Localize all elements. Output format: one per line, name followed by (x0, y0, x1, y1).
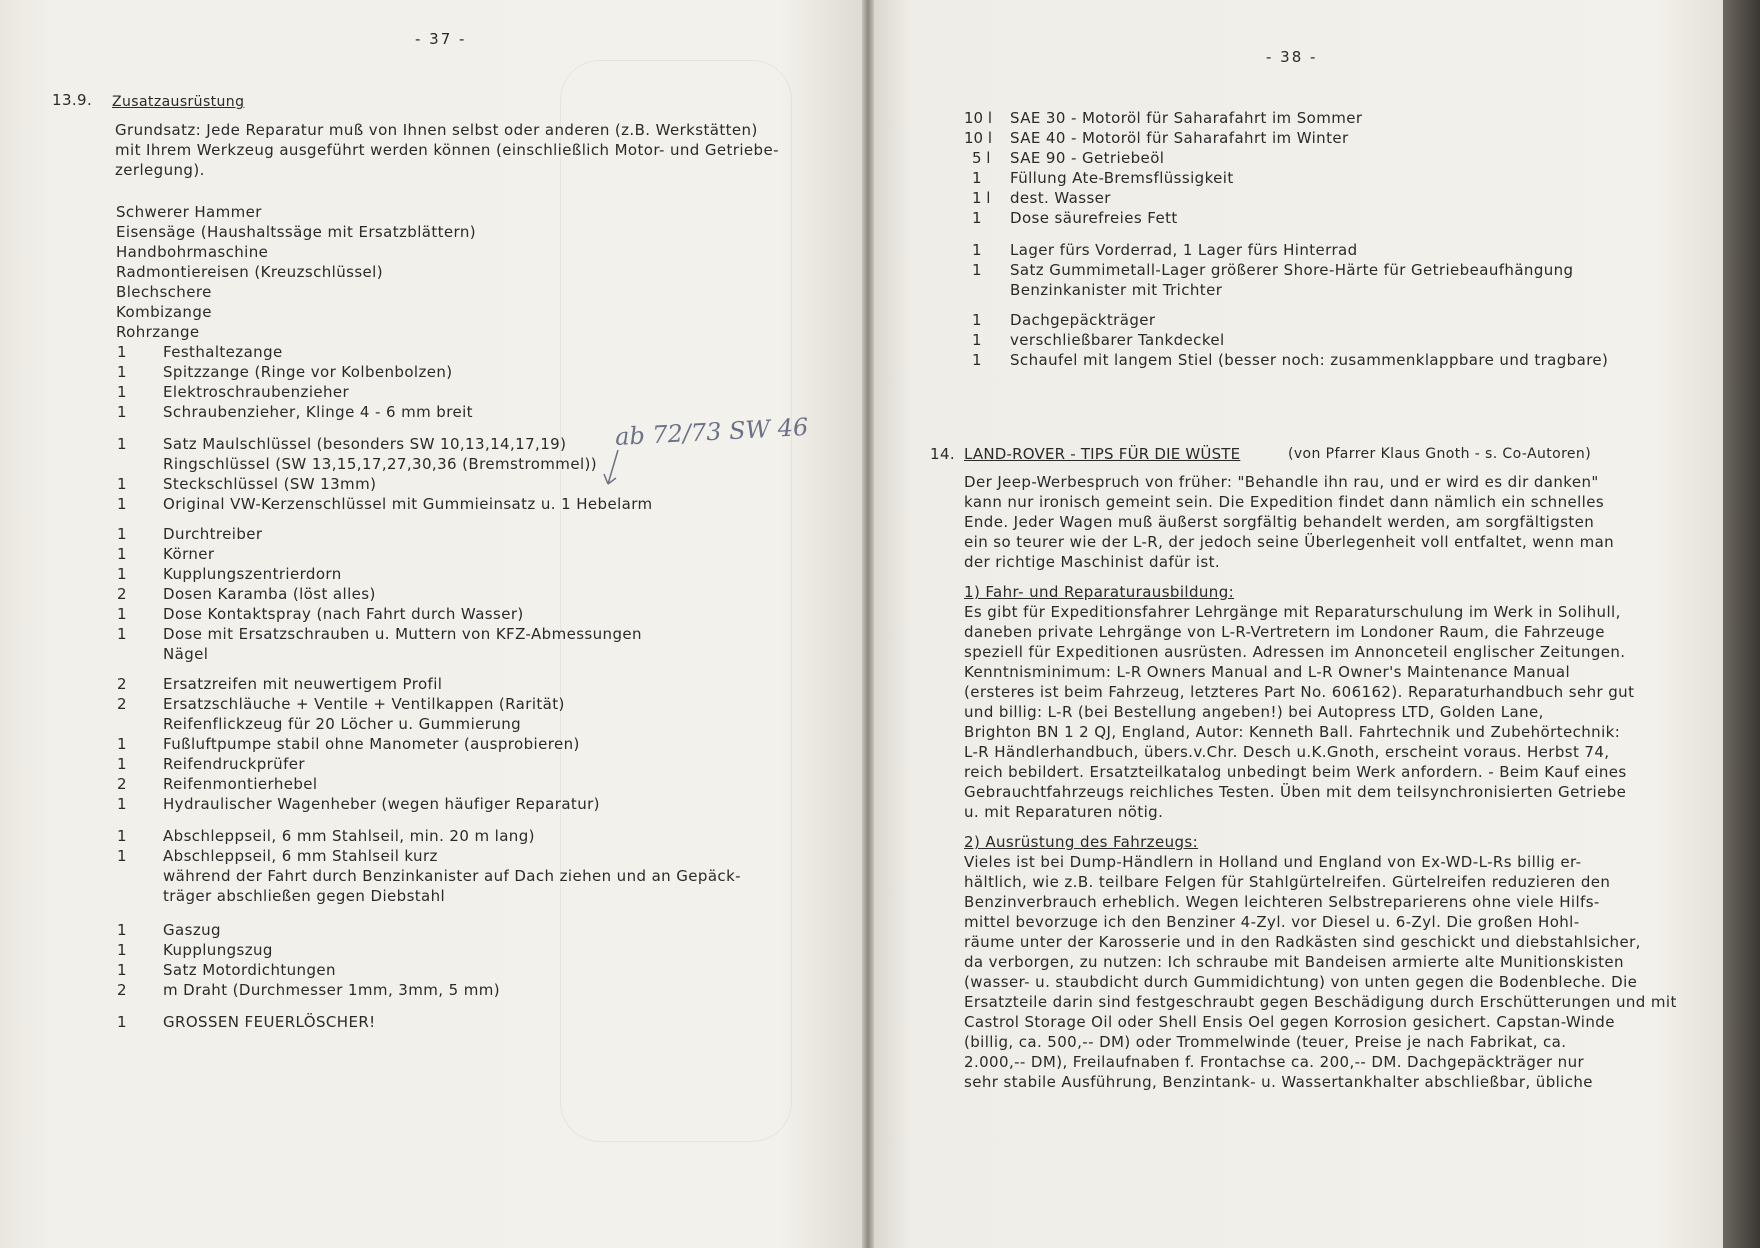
item-qty: 1 (117, 735, 127, 753)
item-text: Abschleppseil, 6 mm Stahlseil, min. 20 m lang) (163, 827, 535, 845)
item-text: Gaszug (163, 921, 221, 939)
tool-line: Kombizange (116, 303, 212, 321)
item-qty: 1 (117, 525, 127, 543)
body-line: und billig: L-R (bei Bestellung angeben!) bei Autopress LTD, Golden Lane, (964, 703, 1544, 721)
item-qty: 1 (972, 241, 982, 259)
item-qty: 10 l (964, 109, 993, 127)
intro-line: der richtige Maschinist dafür ist. (964, 553, 1221, 571)
body-line: Brighton BN 1 2 QJ, England, Autor: Kenneth Ball. Fahrtechnik und Zubehörtechnik: (964, 723, 1621, 741)
item-text: Schraubenzieher, Klinge 4 - 6 mm breit (163, 403, 473, 421)
item-text: Reifenflickzeug für 20 Löcher u. Gummierung (163, 715, 522, 733)
item-text: verschließbarer Tankdeckel (1010, 331, 1225, 349)
subsection-title: 1) Fahr- und Reparaturausbildung: (964, 583, 1235, 601)
item-qty: 1 (117, 383, 127, 401)
item-qty: 1 (117, 343, 127, 361)
item-text: Kupplungszug (163, 941, 273, 959)
tool-line: Schwerer Hammer (116, 203, 262, 221)
item-qty: 5 l (972, 149, 991, 167)
body-line: mittel bevorzuge ich den Benziner 4-Zyl. vor Diesel u. 6-Zyl. Die großen Hohl- (964, 913, 1580, 931)
item-text: m Draht (Durchmesser 1mm, 3mm, 5 mm) (163, 981, 500, 999)
item-qty: 1 (972, 351, 982, 369)
intro-line: zerlegung). (115, 161, 205, 179)
item-text: Satz Maulschlüssel (besonders SW 10,13,14,17,19) (163, 435, 567, 453)
item-text: Benzinkanister mit Trichter (1010, 281, 1223, 299)
item-qty: 1 (117, 795, 127, 813)
handwritten-note: ab 72/73 SW 46 (614, 412, 809, 452)
item-qty: 1 (117, 403, 127, 421)
intro-line: Der Jeep-Werbespruch von früher: "Behandle ihn rau, und er wird es dir danken" (964, 473, 1599, 491)
item-text: Ersatzreifen mit neuwertigem Profil (163, 675, 443, 693)
body-line: Benzinverbrauch erheblich. Wegen leichteren Selbstreparierens ohne viele Hilfs- (964, 893, 1600, 911)
section-title: LAND-ROVER - TIPS FÜR DIE WÜSTE (964, 445, 1241, 463)
item-qty: 1 (117, 475, 127, 493)
intro-line: kann nur ironisch gemeint sein. Die Expedition findet dann nämlich ein schnelles (964, 493, 1605, 511)
section-title: Zusatzausrüstung (112, 94, 245, 110)
right-page (868, 0, 1723, 1248)
tool-line: Eisensäge (Haushaltssäge mit Ersatzblättern) (116, 223, 477, 241)
handwritten-arrow-icon (600, 448, 630, 488)
intro-line: Grundsatz: Jede Reparatur muß von Ihnen selbst oder anderen (z.B. Werkstätten) (115, 121, 758, 139)
page-number: - 38 - (1266, 48, 1318, 66)
item-text: Ersatzschläuche + Ventile + Ventilkappen (Rarität) (163, 695, 565, 713)
item-text: GROSSEN FEUERLÖSCHER! (163, 1013, 376, 1031)
item-qty: 1 (972, 261, 982, 279)
item-text: Satz Motordichtungen (163, 961, 336, 979)
item-text: Nägel (163, 645, 209, 663)
item-qty: 1 (117, 435, 127, 453)
tool-line: Blechschere (116, 283, 212, 301)
item-text: SAE 30 - Motoröl für Saharafahrt im Sommer (1010, 109, 1363, 127)
section-author: (von Pfarrer Klaus Gnoth - s. Co-Autoren) (1288, 446, 1592, 462)
body-line: Es gibt für Expeditionsfahrer Lehrgänge mit Reparaturschulung im Werk in Solihull, (964, 603, 1621, 621)
item-text: Dosen Karamba (löst alles) (163, 585, 376, 603)
subsection-title: 2) Ausrüstung des Fahrzeugs: (964, 833, 1199, 851)
item-qty: 1 (972, 311, 982, 329)
item-text: Festhaltezange (163, 343, 283, 361)
left-page (0, 0, 868, 1248)
item-text: Schaufel mit langem Stiel (besser noch: zusammenklappbare und tragbare) (1010, 351, 1609, 369)
body-line: sehr stabile Ausführung, Benzintank- u. Wassertankhalter abschließbar, übliche (964, 1073, 1593, 1091)
item-text: Satz Gummimetall-Lager größerer Shore-Härte für Getriebeaufhängung (1010, 261, 1574, 279)
tool-line: Rohrzange (116, 323, 200, 341)
item-qty: 1 (972, 169, 982, 187)
item-qty: 1 (117, 847, 127, 865)
section-number: 13.9. (52, 91, 93, 109)
item-text: während der Fahrt durch Benzinkanister auf Dach ziehen und an Gepäck- (163, 867, 741, 885)
item-text: Dose Kontaktspray (nach Fahrt durch Wasser) (163, 605, 524, 623)
item-qty: 1 (117, 545, 127, 563)
item-qty: 1 (117, 1013, 127, 1031)
item-text: Fußluftpumpe stabil ohne Manometer (ausprobieren) (163, 735, 580, 753)
item-qty: 1 (972, 331, 982, 349)
item-text: Hydraulischer Wagenheber (wegen häufiger Reparatur) (163, 795, 600, 813)
item-text: Steckschlüssel (SW 13mm) (163, 475, 377, 493)
item-qty: 1 (117, 363, 127, 381)
item-qty: 2 (117, 775, 127, 793)
item-text: Reifendruckprüfer (163, 755, 305, 773)
bleed-through-drawing (560, 60, 792, 1142)
item-text: dest. Wasser (1010, 189, 1111, 207)
item-text: Lager fürs Vorderrad, 1 Lager fürs Hinterrad (1010, 241, 1358, 259)
body-line: da verborgen, zu nutzen: Ich schraube mit Bandeisen armierte alte Munitionskisten (964, 953, 1624, 971)
body-line: (billig, ca. 500,-- DM) oder Trommelwinde (teuer, Preise je nach Fabrikat, ca. (964, 1033, 1567, 1051)
item-qty: 1 (117, 941, 127, 959)
item-text: Durchtreiber (163, 525, 263, 543)
page-edge-shadow (1723, 0, 1760, 1248)
item-text: Reifenmontierhebel (163, 775, 318, 793)
item-text: Dose mit Ersatzschrauben u. Muttern von KFZ-Abmessungen (163, 625, 642, 643)
body-line: daneben private Lehrgänge von L-R-Vertretern im Londoner Raum, die Fahrzeuge (964, 623, 1605, 641)
body-line: (wasser- u. staubdicht durch Gummidichtung) von unten gegen die Bodenbleche. Die (964, 973, 1638, 991)
body-line: (ersteres ist beim Fahrzeug, letzteres Part No. 606162). Reparaturhandbuch sehr gut (964, 683, 1635, 701)
body-line: hältlich, wie z.B. teilbare Felgen für Stahlgürtelreifen. Gürtelreifen reduzieren den (964, 873, 1611, 891)
body-line: 2.000,-- DM), Freilaufnaben f. Frontachse ca. 200,-- DM. Dachgepäckträger nur (964, 1053, 1585, 1071)
body-line: Kenntnisminimum: L-R Owners Manual and L-R Owner's Maintenance Manual (964, 663, 1571, 681)
item-text: träger abschließen gegen Diebstahl (163, 887, 446, 905)
body-line: Gebrauchtfahrzeugs reichliches Testen. Üben mit dem teilsynchronisierten Getriebe (964, 783, 1627, 801)
item-qty: 1 (117, 755, 127, 773)
item-qty: 1 (972, 209, 982, 227)
body-line: Castrol Storage Oil oder Shell Ensis Oel gegen Korrosion gesichert. Capstan-Winde (964, 1013, 1615, 1031)
item-text: Elektroschraubenzieher (163, 383, 350, 401)
item-text: SAE 90 - Getriebeöl (1010, 149, 1165, 167)
item-qty: 10 l (964, 129, 993, 147)
intro-line: ein so teurer wie der L-R, der jedoch seine Überlegenheit voll entfaltet, wenn man (964, 533, 1615, 551)
book-spine (862, 0, 874, 1248)
body-line: räume unter der Karosserie und in den Radkästen sind geschickt und diebstahlsicher, (964, 933, 1641, 951)
item-qty: 1 (117, 565, 127, 583)
item-text: Ringschlüssel (SW 13,15,17,27,30,36 (Bremstrommel)) (163, 455, 598, 473)
item-qty: 1 l (972, 189, 991, 207)
section-number: 14. (930, 445, 956, 463)
intro-line: Ende. Jeder Wagen muß äußerst sorgfältig behandelt werden, am sorgfältigsten (964, 513, 1595, 531)
item-qty: 1 (117, 605, 127, 623)
item-qty: 2 (117, 695, 127, 713)
body-line: reich bebildert. Ersatzteilkatalog unbedingt beim Werk anfordern. - Beim Kauf eines (964, 763, 1627, 781)
tool-line: Radmontiereisen (Kreuzschlüssel) (116, 263, 383, 281)
item-text: SAE 40 - Motoröl für Saharafahrt im Winter (1010, 129, 1349, 147)
body-line: Ersatzteile darin sind festgeschraubt gegen Beschädigung durch Erschütterungen und mit (964, 993, 1677, 1011)
body-line: speziell für Expeditionen ausrüsten. Adressen im Annonceteil englischer Zeitungen. (964, 643, 1626, 661)
body-line: u. mit Reparaturen nötig. (964, 803, 1164, 821)
page-number: - 37 - (415, 30, 467, 48)
tool-line: Handbohrmaschine (116, 243, 269, 261)
intro-line: mit Ihrem Werkzeug ausgeführt werden können (einschließlich Motor- und Getriebe- (115, 141, 779, 159)
item-qty: 2 (117, 981, 127, 999)
item-text: Spitzzange (Ringe vor Kolbenbolzen) (163, 363, 453, 381)
item-text: Füllung Ate-Bremsflüssigkeit (1010, 169, 1234, 187)
item-text: Kupplungszentrierdorn (163, 565, 342, 583)
item-qty: 1 (117, 625, 127, 643)
body-line: Vieles ist bei Dump-Händlern in Holland und England von Ex-WD-L-Rs billig er- (964, 853, 1582, 871)
item-text: Dose säurefreies Fett (1010, 209, 1178, 227)
item-qty: 2 (117, 675, 127, 693)
item-text: Abschleppseil, 6 mm Stahlseil kurz (163, 847, 438, 865)
item-qty: 1 (117, 495, 127, 513)
item-text: Körner (163, 545, 215, 563)
body-line: L-R Händlerhandbuch, übers.v.Chr. Desch u.K.Gnoth, erscheint voraus. Herbst 74, (964, 743, 1610, 761)
item-qty: 1 (117, 921, 127, 939)
item-qty: 2 (117, 585, 127, 603)
item-text: Original VW-Kerzenschlüssel mit Gummieinsatz u. 1 Hebelarm (163, 495, 653, 513)
item-qty: 1 (117, 827, 127, 845)
item-qty: 1 (117, 961, 127, 979)
item-text: Dachgepäckträger (1010, 311, 1156, 329)
